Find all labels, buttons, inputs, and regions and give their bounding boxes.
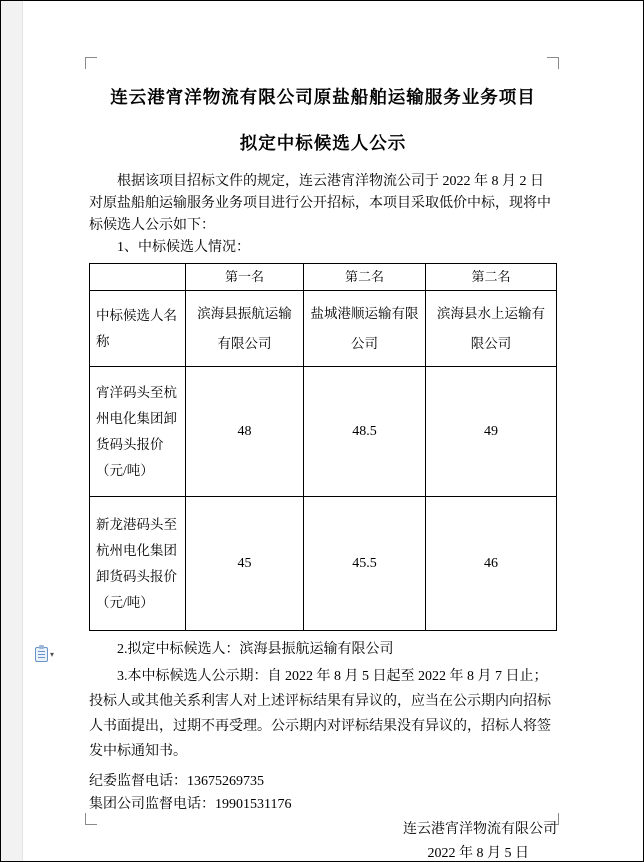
table-row-label: 中标候选人名称 [90,291,186,367]
table-cell: 滨海县水上运输有限公司 [426,291,557,367]
table-corner-cell [90,264,186,291]
paste-options-widget[interactable] [35,647,54,662]
table-cell: 46 [426,497,557,631]
document-content [89,85,557,862]
table-cell: 滨海县振航运输有限公司 [186,291,304,367]
table-row-label: 新龙港码头至杭州电化集团卸货码头报价（元/吨） [90,497,186,631]
page-title: 连云港宵洋物流有限公司原盐船舶运输服务业务项目 [110,87,536,107]
phone-line-discipline: 纪委监督电话：13675269735 [89,774,264,789]
signature-date: 2022 年 8 月 5 日 [427,846,529,861]
phone-line-group: 集团公司监督电话：19901531176 [89,797,292,812]
table-cell: 45.5 [304,497,426,631]
table-row [90,291,557,367]
list-item-3: 3.本中标候选人公示期：自 2022 年 8 月 5 日起至 2022 年 8 月 7 日止；投标人或其他关系利害人对上述评标结果有异议的，应当在公示期内向招标人书面提出，过期不再受理。公示期内对评标结果没有异议的，招标人将签发中标通知书。 [89,669,551,759]
table-header-rank1: 第一名 [186,264,304,291]
crop-mark-top-left-icon [85,57,97,69]
table-cell: 49 [426,367,557,497]
table-cell: 45 [186,497,304,631]
left-margin-strip [1,1,23,861]
table-header-rank3: 第二名 [426,264,557,291]
signature-company: 连云港宵洋物流有限公司 [403,822,557,837]
table-row [90,497,557,631]
list-item-1: 1、中标候选人情况： [117,240,250,255]
table-cell: 48.5 [304,367,426,497]
dropdown-arrow-icon[interactable]: ▾ [50,649,55,659]
table-row-label: 宵洋码头至杭州电化集团卸货码头报价（元/吨） [90,367,186,497]
intro-paragraph: 根据该项目招标文件的规定，连云港宵洋物流公司于 2022 年 8 月 2 日对原盐船舶运输服务业务项目进行公开招标，本项目采取低价中标，现将中标候选人公示如下： [89,174,551,233]
table-row [90,367,557,497]
list-item-2: 2.拟定中标候选人：滨海县振航运输有限公司 [117,642,394,657]
table-cell: 48 [186,367,304,497]
paste-icon[interactable] [35,647,48,662]
crop-mark-top-right-icon [547,57,559,69]
phone-block [89,770,557,816]
table-cell: 盐城港顺运输有限公司 [304,291,426,367]
table-header-rank2: 第二名 [304,264,426,291]
table-header-row [90,264,557,291]
page-subtitle: 拟定中标候选人公示 [239,133,407,153]
bid-candidates-table [89,263,557,631]
